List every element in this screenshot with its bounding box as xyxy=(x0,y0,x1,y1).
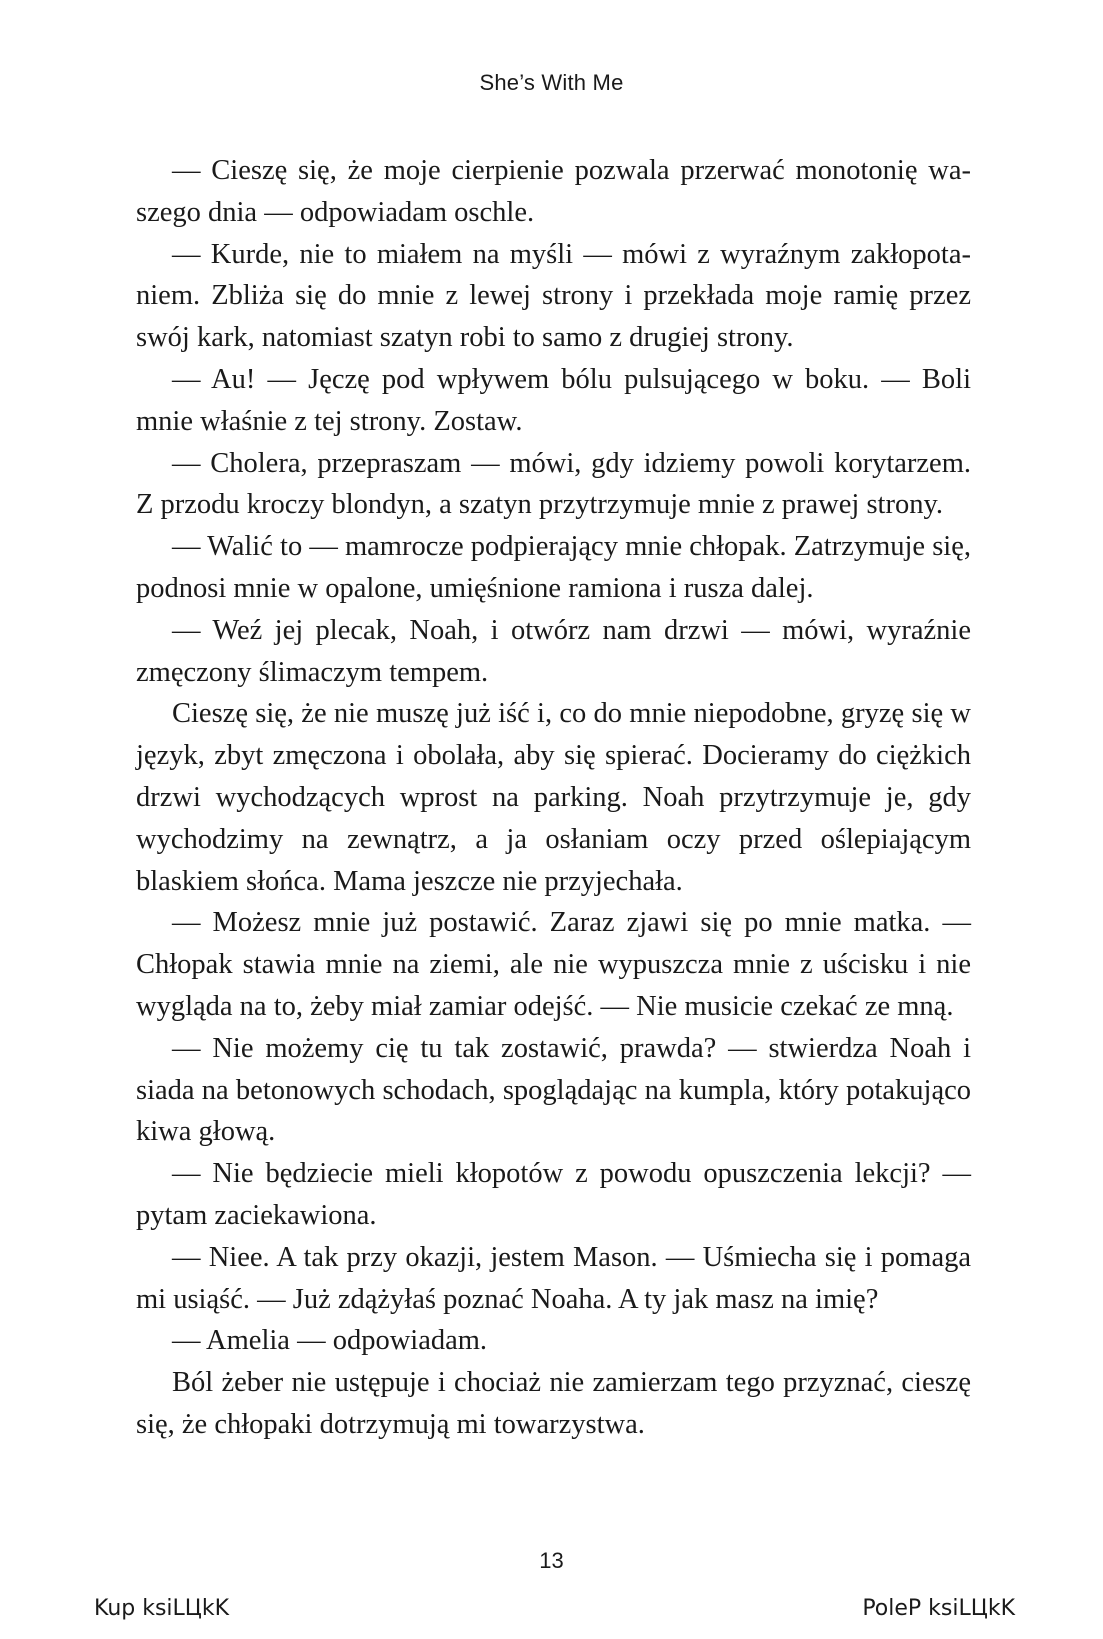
paragraph: — Cieszę się, że moje cierpienie pozwala przerwać monotonię waszego dnia — odpowiadam oschle. xyxy=(136,155,971,228)
paragraph: — Nie będziecie mieli kłopotów z powodu opuszczenia lekcji? — pytam zaciekawiona. xyxy=(136,1158,971,1231)
paragraph: — Cholera, przepraszam — mówi, gdy idziemy powoli korytarzem. Z przodu kroczy blondyn, a szatyn przytrzymuje mnie z prawej strony. xyxy=(136,447,971,521)
paragraph: — Weź jej plecak, Noah, i otwórz nam drzwi — mówi, wyraźnie zmęczony ślimaczym tempem. xyxy=(136,614,971,688)
buy-book-link[interactable]: Kup ksiLЦkK xyxy=(94,1596,230,1621)
page-number: 13 xyxy=(539,1548,564,1573)
paragraph: — Au! — Jęczę pod wpływem bólu pulsującego w boku. — Boli mnie właśnie z tej strony. Zostaw. xyxy=(136,363,971,437)
recommend-book-link[interactable]: PoleP ksiLЦkK xyxy=(862,1596,1015,1621)
paragraph: — Nie możemy cię tu tak zostawić, prawda? — stwierdza Noah i siada na betonowych schodach, spoglądając na kumpla, który potakująco kiwa głową. xyxy=(136,1032,971,1148)
paragraph: — Walić to — mamrocze podpierający mnie chłopak. Zatrzymuje się, podnosi mnie w opalone, umięśnione ramiona i rusza dalej. xyxy=(136,531,971,604)
paragraph: — Możesz mnie już postawić. Zaraz zjawi się po mnie matka. — Chłopak stawia mnie na ziemi, ale nie wypuszcza mnie z uścisku i nie wygląda na to, żeby miał zamiar odejść. — Nie musicie czekać ze mną. xyxy=(136,907,971,1022)
paragraph: Ból żeber nie ustępuje i chociaż nie zamierzam tego przyznać, cieszę się, że chłopaki dotrzymują mi towarzystwa. xyxy=(136,1367,971,1440)
paragraph: — Kurde, nie to miałem na myśli — mówi z wyraźnym zakłopotaniem. Zbliża się do mnie z lewej strony i przekłada moje ramię przez swój kark, natomiast szatyn robi to samo z drugiej strony. xyxy=(136,238,971,354)
body-text xyxy=(136,150,971,1446)
running-head: She’s With Me xyxy=(479,70,624,95)
paragraph: — Amelia — odpowiadam. xyxy=(172,1325,488,1357)
paragraph: Cieszę się, że nie muszę już iść i, co do mnie niepodobne, gryzę się w język, zbyt zmęczona i obolała, aby się spierać. Docieramy do ciężkich drzwi wychodzących wprost na parking. Noah przytrzymuje je, gdy wychodzimy na zewnątrz, a ja osłaniam oczy przed oślepiającym blaskiem słońca. Mama jeszcze nie przyjechała. xyxy=(136,698,971,897)
paragraph: — Niee. A tak przy okazji, jestem Mason. — Uśmiecha się i pomaga mi usiąść. — Już zdążyłaś poznać Noaha. A ty jak masz na imię? xyxy=(136,1241,971,1315)
